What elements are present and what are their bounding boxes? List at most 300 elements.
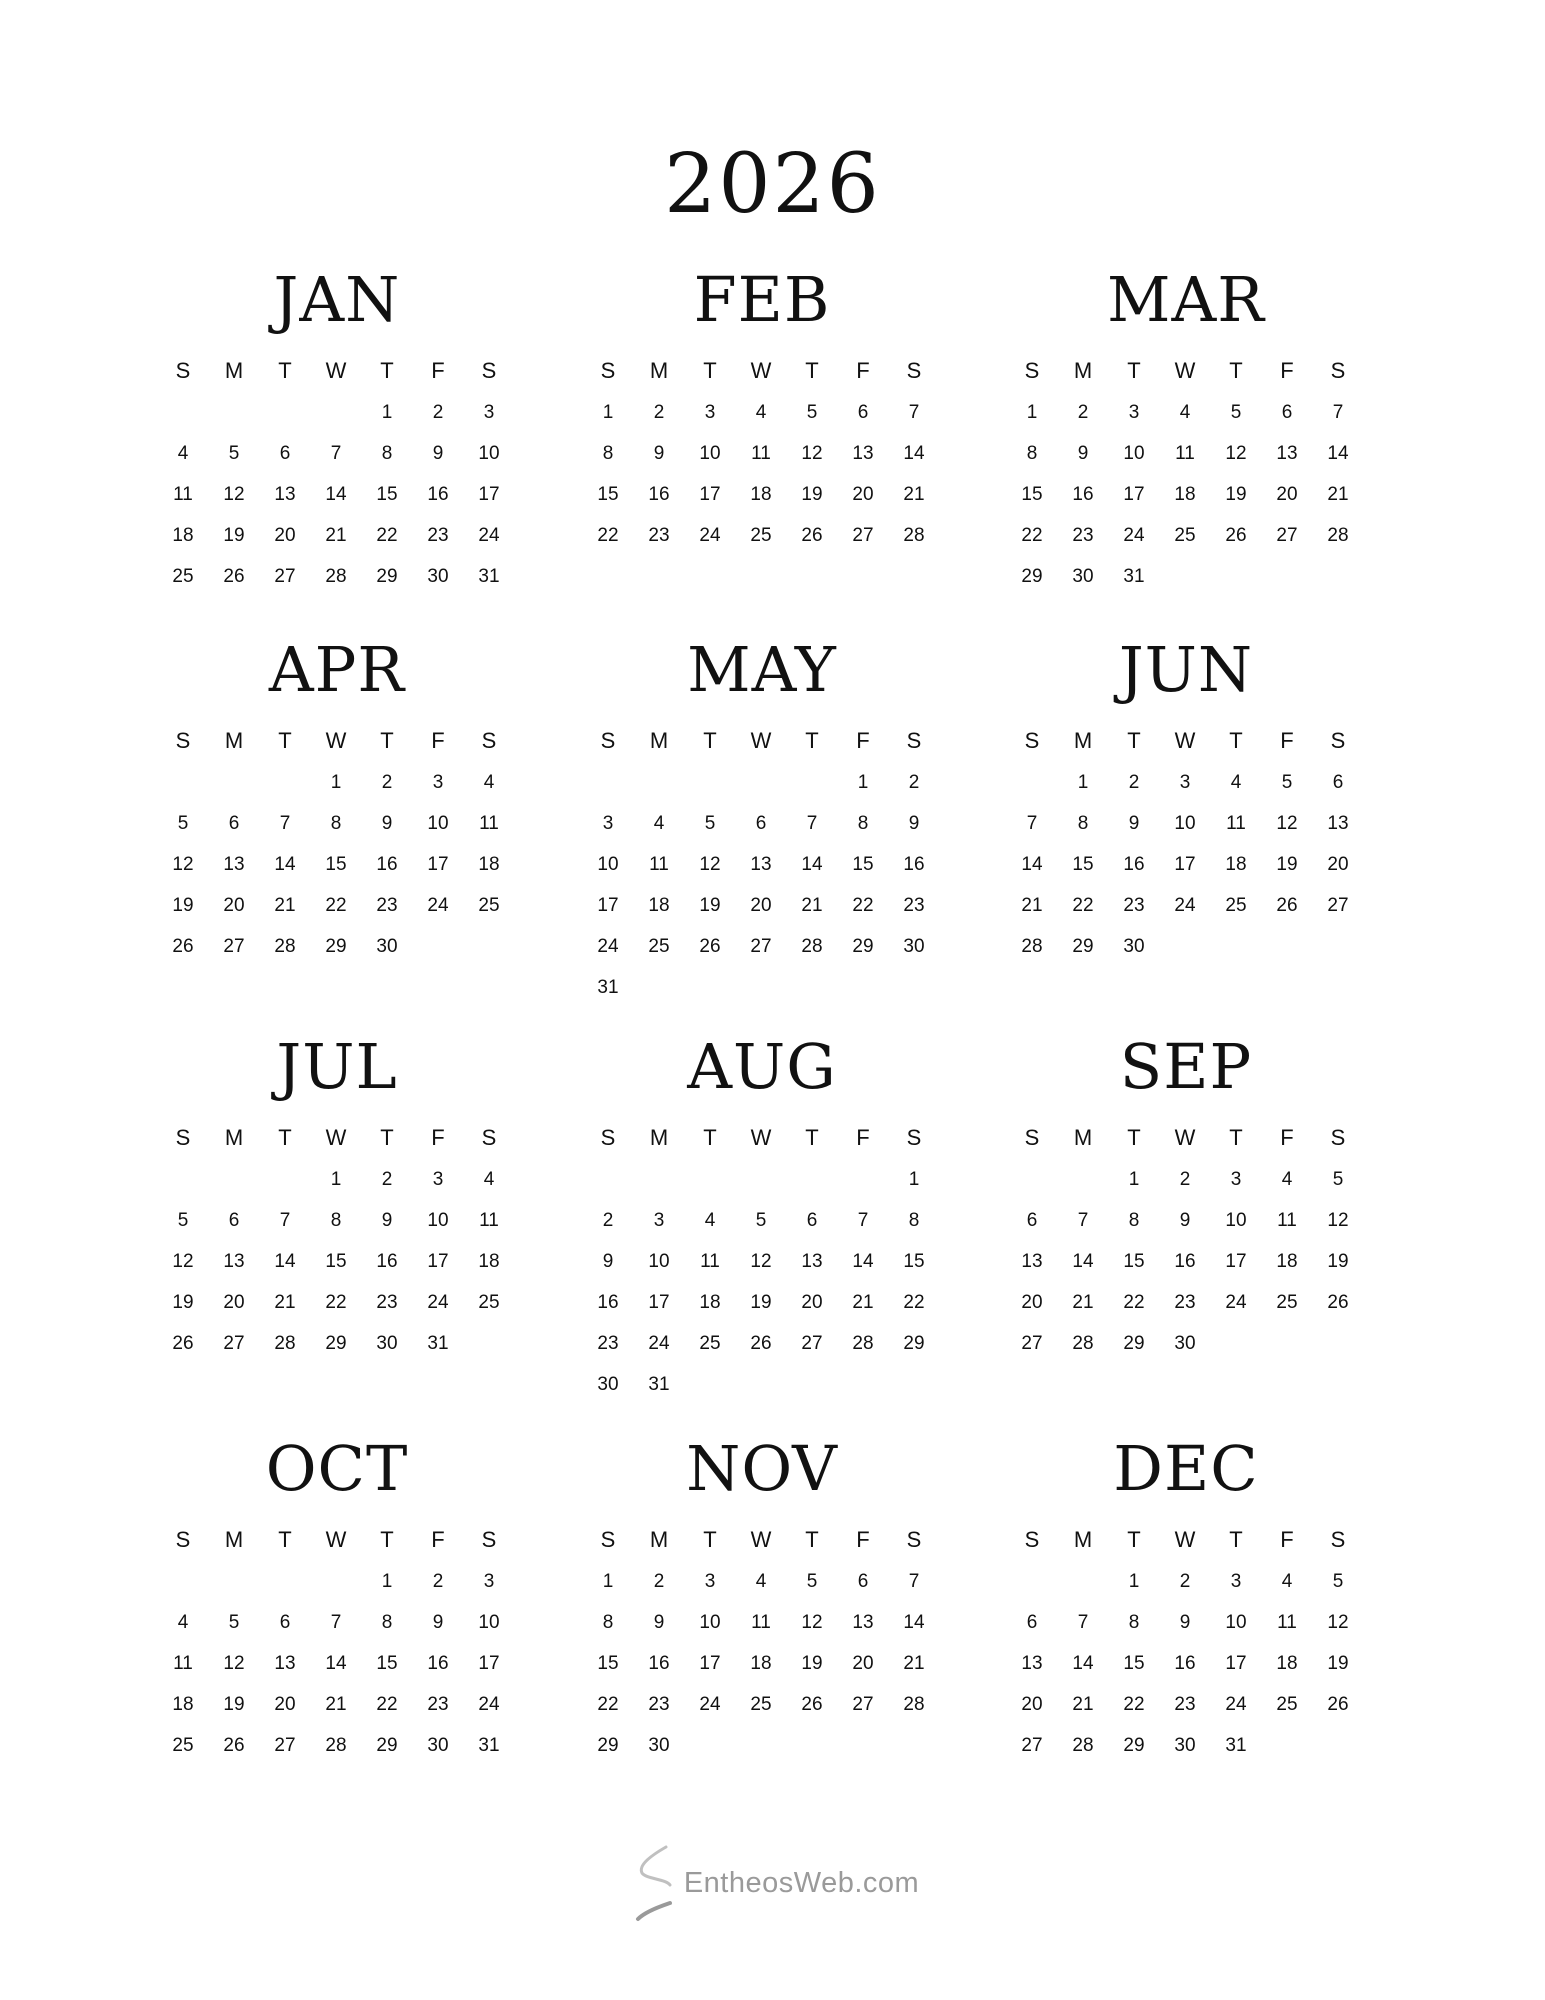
day-cell: 9 [381, 1210, 393, 1231]
day-cell: 22 [903, 1292, 925, 1313]
day-cell: 18 [699, 1292, 721, 1313]
weekday-label: W [1174, 1527, 1196, 1552]
day-cell: 28 [1021, 936, 1043, 957]
weekday-label: M [649, 1527, 669, 1552]
month-name: NOV [686, 1432, 838, 1505]
day-cell: 23 [1072, 525, 1094, 546]
day-cell: 9 [1179, 1612, 1191, 1633]
day-cell: 24 [478, 1694, 500, 1715]
day-cell: 20 [750, 895, 772, 916]
day-cell: 18 [478, 1251, 500, 1272]
month-name: APR [268, 633, 406, 706]
day-cell: 13 [1021, 1653, 1043, 1674]
day-cell: 14 [1327, 443, 1349, 464]
weekday-label: M [224, 358, 244, 383]
day-cell: 24 [699, 525, 721, 546]
day-cell: 27 [852, 1694, 874, 1715]
day-cell: 3 [432, 1169, 444, 1190]
day-cell: 15 [1072, 854, 1094, 875]
day-cell: 3 [483, 1571, 495, 1592]
weekday-label: T [703, 1125, 717, 1150]
day-cell: 16 [648, 484, 670, 505]
day-cell: 7 [908, 1571, 920, 1592]
day-cell: 27 [223, 936, 245, 957]
day-cell: 25 [699, 1333, 721, 1354]
weekday-label: M [649, 1125, 669, 1150]
weekday-label: S [1024, 1125, 1040, 1150]
weekday-label: F [1280, 358, 1294, 383]
day-cell: 4 [483, 1169, 495, 1190]
day-cell: 25 [478, 895, 500, 916]
day-cell: 2 [908, 772, 920, 793]
day-cell: 8 [381, 443, 393, 464]
day-cell: 22 [1021, 525, 1043, 546]
day-cell: 22 [325, 1292, 347, 1313]
day-cell: 4 [704, 1210, 716, 1231]
day-cell: 14 [325, 1653, 347, 1674]
day-cell: 27 [750, 936, 772, 957]
day-cell: 8 [381, 1612, 393, 1633]
day-cell: 24 [427, 895, 449, 916]
day-cell: 10 [699, 1612, 721, 1633]
day-cell: 3 [653, 1210, 665, 1231]
day-cell: 10 [1174, 813, 1196, 834]
day-cell: 2 [653, 402, 665, 423]
day-cell: 5 [704, 813, 716, 834]
day-cell: 30 [427, 1735, 449, 1756]
day-cell: 11 [479, 1210, 499, 1231]
day-cell: 19 [1327, 1251, 1349, 1272]
day-cell: 3 [602, 813, 614, 834]
day-cell: 26 [750, 1333, 772, 1354]
day-cell: 8 [1128, 1612, 1140, 1633]
day-cell: 16 [648, 1653, 670, 1674]
day-cell: 7 [806, 813, 818, 834]
day-cell: 27 [1276, 525, 1298, 546]
day-cell: 21 [1327, 484, 1349, 505]
day-cell: 11 [751, 1612, 771, 1633]
month-grid [582, 1124, 942, 1413]
day-cell: 19 [699, 895, 721, 916]
day-cell: 19 [1276, 854, 1298, 875]
month-grid [157, 1124, 517, 1372]
day-cell: 28 [1327, 525, 1349, 546]
day-cell: 31 [1123, 566, 1145, 587]
day-cell: 25 [172, 566, 194, 587]
day-cell: 9 [432, 1612, 444, 1633]
day-cell: 29 [852, 936, 874, 957]
day-cell: 17 [478, 484, 500, 505]
weekday-label: S [481, 358, 497, 383]
weekday-label: F [1280, 728, 1294, 753]
day-cell: 11 [649, 854, 669, 875]
weekday-label: W [750, 358, 772, 383]
weekday-label: T [278, 358, 292, 383]
day-cell: 10 [1123, 443, 1145, 464]
day-cell: 16 [376, 1251, 398, 1272]
day-cell: 17 [648, 1292, 670, 1313]
day-cell: 13 [1021, 1251, 1043, 1272]
day-cell: 7 [330, 443, 342, 464]
day-cell: 26 [223, 1735, 245, 1756]
day-cell: 30 [903, 936, 925, 957]
day-cell: 10 [597, 854, 619, 875]
weekday-label: S [481, 1527, 497, 1552]
day-cell: 31 [1225, 1735, 1247, 1756]
weekday-label: T [805, 728, 819, 753]
day-cell: 2 [432, 1571, 444, 1592]
day-cell: 8 [1128, 1210, 1140, 1231]
day-cell: 4 [755, 1571, 767, 1592]
day-cell: 12 [1327, 1210, 1349, 1231]
day-cell: 29 [1072, 936, 1094, 957]
day-cell: 22 [376, 525, 398, 546]
day-cell: 24 [648, 1333, 670, 1354]
weekday-label: M [224, 728, 244, 753]
day-cell: 21 [852, 1292, 874, 1313]
day-cell: 20 [223, 895, 245, 916]
day-cell: 15 [852, 854, 874, 875]
day-cell: 17 [699, 1653, 721, 1674]
day-cell: 16 [1174, 1653, 1196, 1674]
day-cell: 12 [1327, 1612, 1349, 1633]
day-cell: 10 [699, 443, 721, 464]
day-cell: 21 [903, 1653, 925, 1674]
day-cell: 26 [801, 525, 823, 546]
day-cell: 12 [223, 1653, 245, 1674]
day-cell: 22 [1123, 1694, 1145, 1715]
day-cell: 13 [223, 854, 245, 875]
month-name: MAY [687, 633, 837, 706]
day-cell: 18 [1174, 484, 1196, 505]
day-cell: 6 [1281, 402, 1293, 423]
day-cell: 29 [325, 936, 347, 957]
day-cell: 9 [432, 443, 444, 464]
day-cell: 8 [602, 1612, 614, 1633]
day-cell: 4 [483, 772, 495, 793]
day-cell: 17 [1174, 854, 1196, 875]
month-name: DEC [1113, 1432, 1259, 1505]
day-cell: 12 [1225, 443, 1247, 464]
day-cell: 15 [376, 1653, 398, 1674]
day-cell: 17 [427, 1251, 449, 1272]
day-cell: 28 [325, 566, 347, 587]
weekday-label: T [380, 1125, 394, 1150]
day-cell: 6 [1332, 772, 1344, 793]
month-grid [1006, 357, 1366, 605]
day-cell: 8 [857, 813, 869, 834]
day-cell: 15 [325, 854, 347, 875]
day-cell: 19 [223, 1694, 245, 1715]
day-cell: 2 [432, 402, 444, 423]
day-cell: 7 [857, 1210, 869, 1231]
day-cell: 20 [274, 525, 296, 546]
entheosweb-logo-icon [626, 1843, 682, 1923]
day-cell: 31 [478, 566, 500, 587]
day-cell: 1 [381, 402, 393, 423]
day-cell: 29 [903, 1333, 925, 1354]
weekday-label: S [1024, 358, 1040, 383]
day-cell: 8 [330, 1210, 342, 1231]
day-cell: 2 [381, 772, 393, 793]
day-cell: 20 [1327, 854, 1349, 875]
day-cell: 21 [274, 1292, 296, 1313]
month-grid [582, 727, 942, 1016]
weekday-label: T [1229, 728, 1243, 753]
day-cell: 27 [852, 525, 874, 546]
day-cell: 1 [330, 1169, 342, 1190]
day-cell: 11 [479, 813, 499, 834]
day-cell: 10 [478, 443, 500, 464]
day-cell: 11 [751, 443, 771, 464]
weekday-label: W [325, 728, 347, 753]
day-cell: 3 [432, 772, 444, 793]
day-cell: 30 [427, 566, 449, 587]
day-cell: 9 [602, 1251, 614, 1272]
day-cell: 5 [1332, 1169, 1344, 1190]
day-cell: 25 [1225, 895, 1247, 916]
day-cell: 17 [1225, 1653, 1247, 1674]
day-cell: 29 [1123, 1333, 1145, 1354]
day-cell: 14 [903, 1612, 925, 1633]
day-cell: 1 [1077, 772, 1089, 793]
day-cell: 26 [223, 566, 245, 587]
weekday-label: M [1073, 1125, 1093, 1150]
day-cell: 20 [852, 484, 874, 505]
day-cell: 28 [325, 1735, 347, 1756]
weekday-label: M [1073, 358, 1093, 383]
day-cell: 24 [478, 525, 500, 546]
day-cell: 18 [172, 525, 194, 546]
day-cell: 5 [177, 813, 189, 834]
weekday-label: T [703, 728, 717, 753]
month-jun [1006, 635, 1366, 975]
day-cell: 2 [1179, 1169, 1191, 1190]
weekday-label: F [856, 728, 870, 753]
day-cell: 7 [1077, 1612, 1089, 1633]
day-cell: 18 [1276, 1251, 1298, 1272]
day-cell: 20 [1276, 484, 1298, 505]
day-cell: 6 [279, 1612, 291, 1633]
weekday-label: M [1073, 728, 1093, 753]
day-cell: 25 [172, 1735, 194, 1756]
day-cell: 5 [1332, 1571, 1344, 1592]
day-cell: 11 [1277, 1612, 1297, 1633]
day-cell: 21 [1072, 1694, 1094, 1715]
day-cell: 27 [274, 1735, 296, 1756]
weekday-label: F [856, 1527, 870, 1552]
day-cell: 19 [223, 525, 245, 546]
day-cell: 29 [376, 566, 398, 587]
day-cell: 11 [700, 1251, 720, 1272]
day-cell: 10 [1225, 1612, 1247, 1633]
day-cell: 24 [1123, 525, 1145, 546]
weekday-label: T [1229, 1125, 1243, 1150]
day-cell: 14 [852, 1251, 874, 1272]
day-cell: 9 [381, 813, 393, 834]
day-cell: 6 [279, 443, 291, 464]
day-cell: 7 [279, 813, 291, 834]
weekday-label: W [750, 1125, 772, 1150]
weekday-label: S [906, 728, 922, 753]
day-cell: 11 [173, 1653, 193, 1674]
day-cell: 11 [1226, 813, 1246, 834]
day-cell: 6 [1026, 1612, 1038, 1633]
day-cell: 12 [223, 484, 245, 505]
day-cell: 4 [1230, 772, 1242, 793]
weekday-label: F [1280, 1125, 1294, 1150]
day-cell: 15 [1021, 484, 1043, 505]
weekday-label: S [1330, 728, 1346, 753]
day-cell: 13 [852, 1612, 874, 1633]
day-cell: 21 [274, 895, 296, 916]
day-cell: 12 [172, 1251, 194, 1272]
month-grid [1006, 1124, 1366, 1372]
weekday-label: M [224, 1527, 244, 1552]
day-cell: 26 [1327, 1292, 1349, 1313]
day-cell: 8 [1026, 443, 1038, 464]
weekday-label: T [1127, 358, 1141, 383]
day-cell: 9 [908, 813, 920, 834]
day-cell: 10 [427, 1210, 449, 1231]
day-cell: 1 [908, 1169, 920, 1190]
weekday-label: W [750, 728, 772, 753]
day-cell: 5 [806, 402, 818, 423]
day-cell: 16 [903, 854, 925, 875]
day-cell: 4 [1281, 1571, 1293, 1592]
day-cell: 25 [1276, 1292, 1298, 1313]
day-cell: 3 [1230, 1571, 1242, 1592]
month-grid [1006, 1526, 1366, 1774]
day-cell: 9 [653, 1612, 665, 1633]
weekday-label: M [649, 728, 669, 753]
day-cell: 28 [801, 936, 823, 957]
weekday-label: S [481, 728, 497, 753]
day-cell: 29 [1123, 1735, 1145, 1756]
day-cell: 29 [1021, 566, 1043, 587]
weekday-label: T [703, 1527, 717, 1552]
day-cell: 11 [1175, 443, 1195, 464]
day-cell: 1 [381, 1571, 393, 1592]
day-cell: 15 [903, 1251, 925, 1272]
day-cell: 27 [1327, 895, 1349, 916]
weekday-label: F [1280, 1527, 1294, 1552]
day-cell: 31 [427, 1333, 449, 1354]
day-cell: 15 [1123, 1653, 1145, 1674]
weekday-label: F [856, 1125, 870, 1150]
weekday-label: T [805, 1125, 819, 1150]
weekday-label: S [481, 1125, 497, 1150]
day-cell: 2 [381, 1169, 393, 1190]
day-cell: 1 [602, 1571, 614, 1592]
day-cell: 22 [852, 895, 874, 916]
day-cell: 9 [1128, 813, 1140, 834]
day-cell: 31 [478, 1735, 500, 1756]
weekday-label: F [431, 1125, 445, 1150]
day-cell: 14 [1072, 1653, 1094, 1674]
weekday-label: S [906, 358, 922, 383]
month-oct [157, 1434, 517, 1774]
day-cell: 10 [478, 1612, 500, 1633]
day-cell: 25 [750, 525, 772, 546]
day-cell: 25 [750, 1694, 772, 1715]
day-cell: 4 [653, 813, 665, 834]
day-cell: 4 [177, 443, 189, 464]
month-name: OCT [265, 1432, 409, 1505]
day-cell: 1 [1128, 1571, 1140, 1592]
weekday-label: T [380, 358, 394, 383]
day-cell: 30 [1123, 936, 1145, 957]
day-cell: 22 [597, 1694, 619, 1715]
month-grid [157, 357, 517, 605]
day-cell: 26 [1327, 1694, 1349, 1715]
day-cell: 22 [376, 1694, 398, 1715]
weekday-label: T [1127, 728, 1141, 753]
day-cell: 21 [801, 895, 823, 916]
day-cell: 20 [1021, 1292, 1043, 1313]
day-cell: 24 [1174, 895, 1196, 916]
weekday-label: S [1330, 1527, 1346, 1552]
day-cell: 12 [801, 443, 823, 464]
day-cell: 14 [274, 1251, 296, 1272]
day-cell: 16 [1072, 484, 1094, 505]
day-cell: 23 [1174, 1292, 1196, 1313]
day-cell: 12 [1276, 813, 1298, 834]
day-cell: 15 [376, 484, 398, 505]
day-cell: 3 [704, 402, 716, 423]
weekday-label: S [906, 1527, 922, 1552]
day-cell: 4 [1179, 402, 1191, 423]
year-title: 2026 [664, 137, 881, 232]
month-name: JAN [273, 263, 401, 336]
day-cell: 29 [597, 1735, 619, 1756]
day-cell: 16 [376, 854, 398, 875]
day-cell: 22 [597, 525, 619, 546]
weekday-label: W [325, 1125, 347, 1150]
weekday-label: T [1127, 1527, 1141, 1552]
day-cell: 27 [223, 1333, 245, 1354]
month-name: AUG [687, 1030, 837, 1103]
day-cell: 6 [857, 1571, 869, 1592]
day-cell: 6 [228, 1210, 240, 1231]
month-may [582, 635, 942, 1016]
day-cell: 16 [427, 484, 449, 505]
day-cell: 15 [325, 1251, 347, 1272]
weekday-label: T [805, 1527, 819, 1552]
day-cell: 6 [1026, 1210, 1038, 1231]
day-cell: 13 [801, 1251, 823, 1272]
day-cell: 15 [597, 1653, 619, 1674]
day-cell: 24 [1225, 1292, 1247, 1313]
weekday-label: W [325, 1527, 347, 1552]
day-cell: 19 [172, 895, 194, 916]
day-cell: 18 [1225, 854, 1247, 875]
month-aug [582, 1032, 942, 1413]
day-cell: 11 [1277, 1210, 1297, 1231]
day-cell: 17 [478, 1653, 500, 1674]
weekday-label: F [431, 1527, 445, 1552]
month-grid [1006, 727, 1366, 975]
day-cell: 15 [1123, 1251, 1145, 1272]
day-cell: 25 [1276, 1694, 1298, 1715]
day-cell: 23 [427, 1694, 449, 1715]
day-cell: 28 [903, 525, 925, 546]
day-cell: 21 [903, 484, 925, 505]
day-cell: 24 [699, 1694, 721, 1715]
day-cell: 2 [1077, 402, 1089, 423]
day-cell: 18 [750, 1653, 772, 1674]
day-cell: 25 [1174, 525, 1196, 546]
